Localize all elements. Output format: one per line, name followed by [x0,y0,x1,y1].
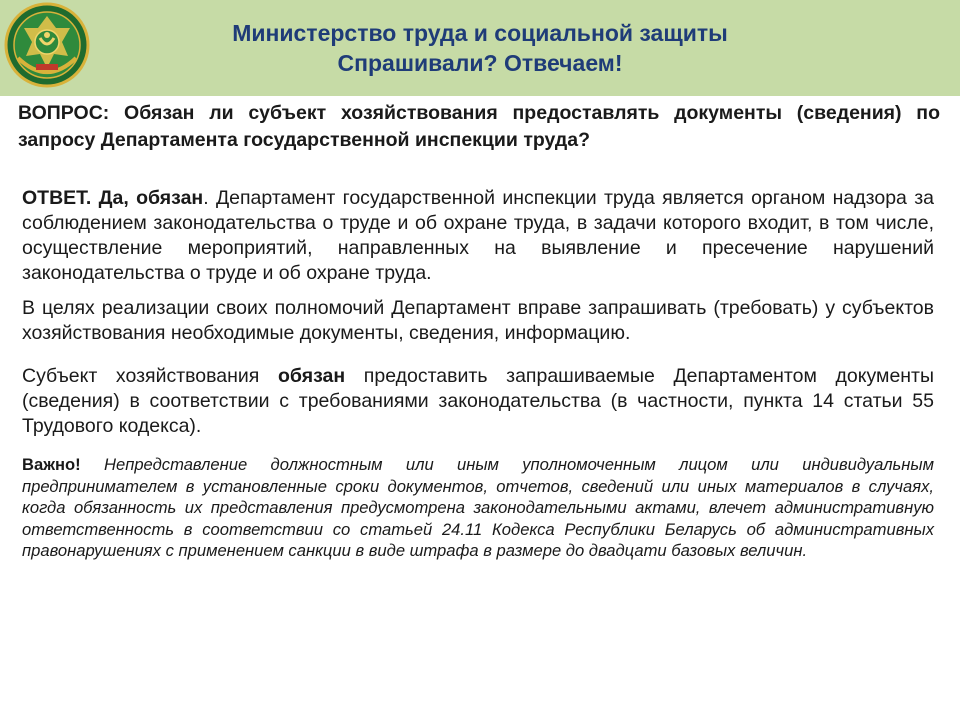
ministry-emblem-icon [4,2,90,88]
important-note-label: Важно! [22,455,81,474]
header-band [0,0,960,96]
answer-block [22,186,934,562]
header-title-line-2: Спрашивали? Отвечаем! [337,50,623,76]
question-label: ВОПРОС: [18,102,110,124]
answer-paragraph-3 [22,364,934,439]
question-text: Обязан ли субъект хозяйствования предоставлять документы (сведения) по запросу Департамента государственной инспекции труда? [18,102,940,151]
answer-paragraph-3-bold: обязан [278,365,346,387]
answer-paragraph-1-text: . Департамент государственной инспекции труда является органом надзора за соблюдением законодательства о труде и об охране труда, в задачи которого входит, в том числе, осуществление мероприятий, направленных на выявление и пресечение нарушений законодательства о труде и об охране труда. [22,187,934,284]
answer-paragraph-2: В целях реализации своих полномочий Департамент вправе запрашивать (требовать) у субъектов хозяйствования необходимые документы, сведения, информацию. [22,297,934,344]
answer-paragraph-3-before: Субъект хозяйствования [22,365,279,387]
answer-paragraph-1 [22,186,934,286]
header-title-line-1: Министерство труда и социальной защиты [232,20,728,46]
question-block [18,100,940,154]
important-note [22,454,934,562]
answer-lead: ОТВЕТ. Да, обязан [22,187,204,209]
important-note-text: Непредставление должностным или иным уполномоченным лицом или индивидуальным предпринимателем в установленные сроки документов, отчетов, сведений или иных материалов в случаях, когда обязанность их представления предусмотрена законодательными актами, влечет административную ответственность в соответствии со статьей 24.11 Кодекса Республики Беларусь об административных правонарушениях с применением санкции в виде штрафа в размере до двадцати базовых величин. [22,455,934,560]
answer-paragraph-3-after: предоставить запрашиваемые Департаментом документы (сведения) в соответствии с требованиями законодательства (в частности, пункта 14 статьи 55 Трудового кодекса). [22,365,935,437]
